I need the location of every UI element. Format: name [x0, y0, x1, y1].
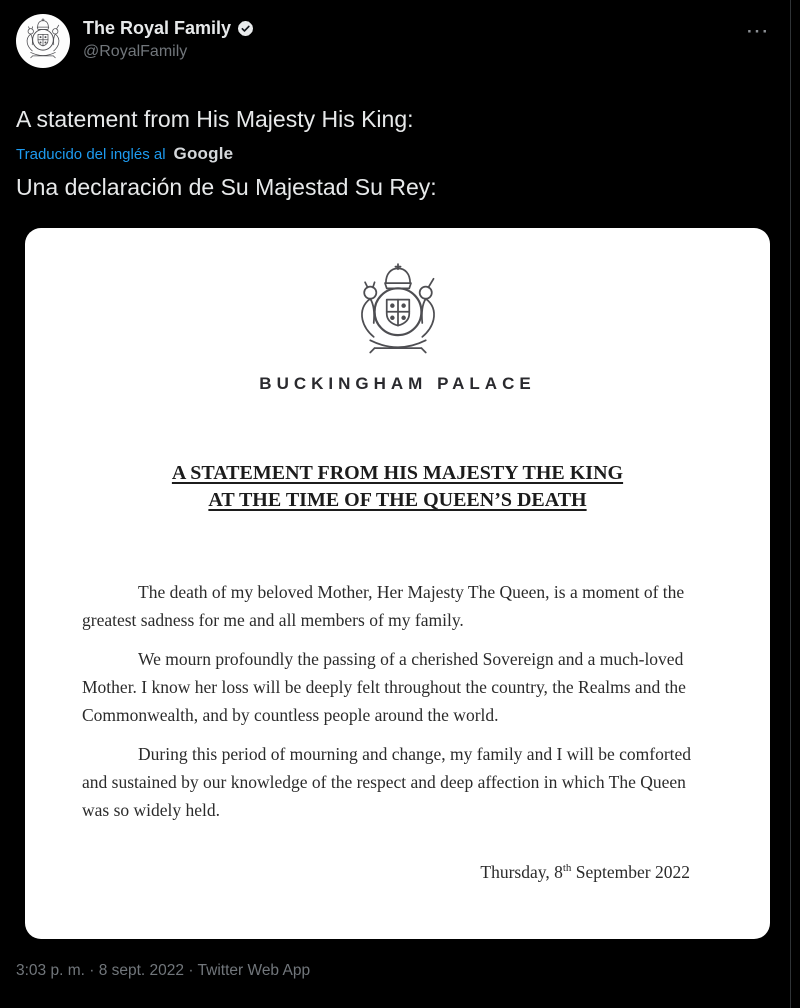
- statement-date: Thursday, 8th September 2022: [480, 862, 690, 882]
- letterhead-title: BUCKINGHAM PALACE: [259, 374, 536, 393]
- google-logo: Google: [173, 144, 234, 163]
- translated-from-link[interactable]: Traducido del inglés al: [16, 146, 166, 163]
- statement-title-line1: A STATEMENT FROM HIS MAJESTY THE KING: [171, 462, 624, 484]
- author-display-name[interactable]: The Royal Family: [83, 18, 232, 38]
- verified-badge-icon: [236, 19, 255, 38]
- statement-title: [25, 460, 770, 514]
- statement-paragraph: We mourn profoundly the passing of a cherished Sovereign and a much-loved Mother. I know her loss will be deeply felt throughout the country, the Realms and the Commonwealth, and by countless people around the world.: [82, 649, 686, 725]
- statement-body: [25, 578, 770, 824]
- avatar[interactable]: [16, 14, 70, 68]
- avatar-royal-crest-icon: [20, 16, 66, 67]
- tweet-text-original: A statement from His Majesty His King:: [16, 106, 414, 132]
- author-identity[interactable]: [83, 14, 255, 62]
- translation-attribution: [16, 144, 774, 164]
- statement-title-line2: AT THE TIME OF THE QUEEN’S DEATH: [208, 489, 587, 511]
- tweet-timestamp[interactable]: 3:03 p. m. · 8 sept. 2022 · Twitter Web App: [16, 962, 311, 979]
- attached-statement-image[interactable]: [25, 228, 770, 939]
- royal-coat-of-arms-icon: [25, 228, 770, 352]
- author-handle[interactable]: @RoyalFamily: [83, 43, 188, 60]
- tweet-text-translated: Una declaración de Su Majestad Su Rey:: [16, 174, 437, 200]
- more-options-icon[interactable]: ···: [743, 14, 774, 46]
- statement-paragraph: The death of my beloved Mother, Her Majesty The Queen, is a moment of the greatest sadness for me and all members of my family.: [82, 582, 685, 630]
- statement-paragraph: During this period of mourning and change, my family and I will be comforted and sustained by our knowledge of the respect and deep affection in which The Queen was so widely held.: [82, 744, 692, 820]
- tweet-header: [16, 14, 774, 68]
